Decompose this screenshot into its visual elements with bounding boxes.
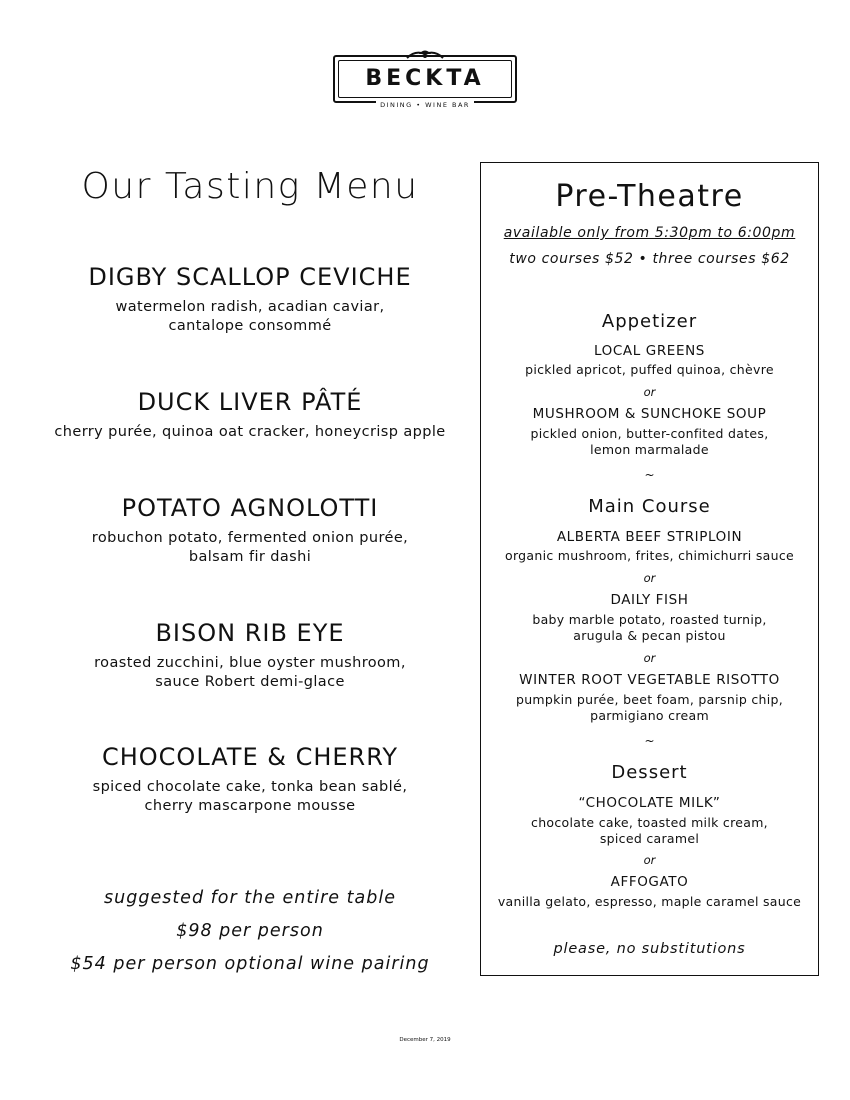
or-label: or bbox=[643, 853, 656, 867]
pre-theatre-box bbox=[480, 162, 819, 976]
appetizer-heading: Appetizer bbox=[601, 311, 698, 332]
main-course-heading: Main Course bbox=[588, 496, 711, 517]
menu-item-name: WINTER ROOT VEGETABLE RISOTTO bbox=[519, 672, 780, 688]
beckta-logo bbox=[333, 48, 517, 114]
or-label: or bbox=[643, 385, 656, 399]
course-item bbox=[40, 387, 460, 442]
tasting-menu bbox=[40, 158, 460, 974]
course-item bbox=[40, 493, 460, 567]
wine-pairing-price: $54 per person optional wine pairing bbox=[70, 954, 430, 974]
course-name: DIGBY SCALLOP CEVICHE bbox=[88, 263, 412, 291]
course-item bbox=[40, 618, 460, 692]
menu-item-desc: vanilla gelato, espresso, maple caramel sauce bbox=[497, 894, 802, 909]
menu-item-desc: pickled apricot, puffed quinoa, chèvre bbox=[525, 362, 774, 377]
menu-item-desc: chocolate cake, toasted milk cream, bbox=[531, 815, 768, 830]
menu-item-name: DAILY FISH bbox=[610, 592, 689, 608]
menu-item-name: AFFOGATO bbox=[610, 874, 689, 890]
course-description: cherry purée, quinoa oat cracker, honeycrisp apple bbox=[54, 424, 446, 440]
menu-item-desc: spiced caramel bbox=[599, 831, 700, 846]
course-description: spiced chocolate cake, tonka bean sablé, cherry mascarpone mousse bbox=[92, 779, 408, 814]
table-pricing bbox=[40, 882, 460, 981]
course-name: BISON RIB EYE bbox=[155, 619, 345, 647]
per-person-price: $98 per person bbox=[176, 921, 324, 941]
section-separator: ~ bbox=[644, 468, 655, 482]
course-name: CHOCOLATE & CHERRY bbox=[101, 743, 399, 771]
or-label: or bbox=[643, 571, 656, 585]
menu-item-desc: organic mushroom, frites, chimichurri sauce bbox=[505, 548, 794, 563]
or-label: or bbox=[643, 651, 656, 665]
course-name: POTATO AGNOLOTTI bbox=[121, 494, 379, 522]
section-separator: ~ bbox=[644, 734, 655, 748]
course-description: watermelon radish, acadian caviar, cantalope consommé bbox=[115, 299, 385, 334]
course-description: robuchon potato, fermented onion purée, balsam fir dashi bbox=[91, 530, 409, 565]
menu-item-desc: baby marble potato, roasted turnip, bbox=[532, 612, 767, 627]
menu-item-name: LOCAL GREENS bbox=[594, 343, 705, 359]
course-item bbox=[40, 262, 460, 336]
menu-item-name: ALBERTA BEEF STRIPLOIN bbox=[556, 529, 743, 545]
availability-note: available only from 5:30pm to 6:00pm bbox=[503, 225, 796, 241]
course-description: roasted zucchini, blue oyster mushroom, sauce Robert demi-glace bbox=[94, 655, 406, 690]
dessert-heading: Dessert bbox=[611, 762, 688, 783]
menu-item-desc: pumpkin purée, beet foam, parsnip chip, bbox=[515, 692, 784, 707]
pre-theatre-title: Pre-Theatre bbox=[555, 179, 744, 214]
menu-item-desc: arugula & pecan pistou bbox=[573, 628, 726, 643]
suggested-note: suggested for the entire table bbox=[104, 888, 396, 908]
pre-theatre-prices: two courses $52 • three courses $62 bbox=[509, 251, 790, 267]
menu-item-name: “CHOCOLATE MILK” bbox=[578, 795, 721, 811]
course-name: DUCK LIVER PÂTÉ bbox=[137, 388, 363, 416]
no-substitutions-note: please, no substitutions bbox=[553, 941, 746, 957]
menu-item-desc: parmigiano cream bbox=[590, 708, 709, 723]
menu-item-name: MUSHROOM & SUNCHOKE SOUP bbox=[532, 406, 767, 422]
logo-name: BECKTA bbox=[365, 66, 485, 91]
menu-item-desc: lemon marmalade bbox=[590, 442, 709, 457]
course-item bbox=[40, 742, 460, 816]
footer-date: December 7, 2019 bbox=[399, 1037, 451, 1043]
tasting-menu-title: Our Tasting Menu bbox=[81, 166, 419, 207]
menu-item-desc: pickled onion, butter-confited dates, bbox=[530, 426, 769, 441]
logo-subtitle: DINING • WINE BAR bbox=[333, 101, 517, 109]
